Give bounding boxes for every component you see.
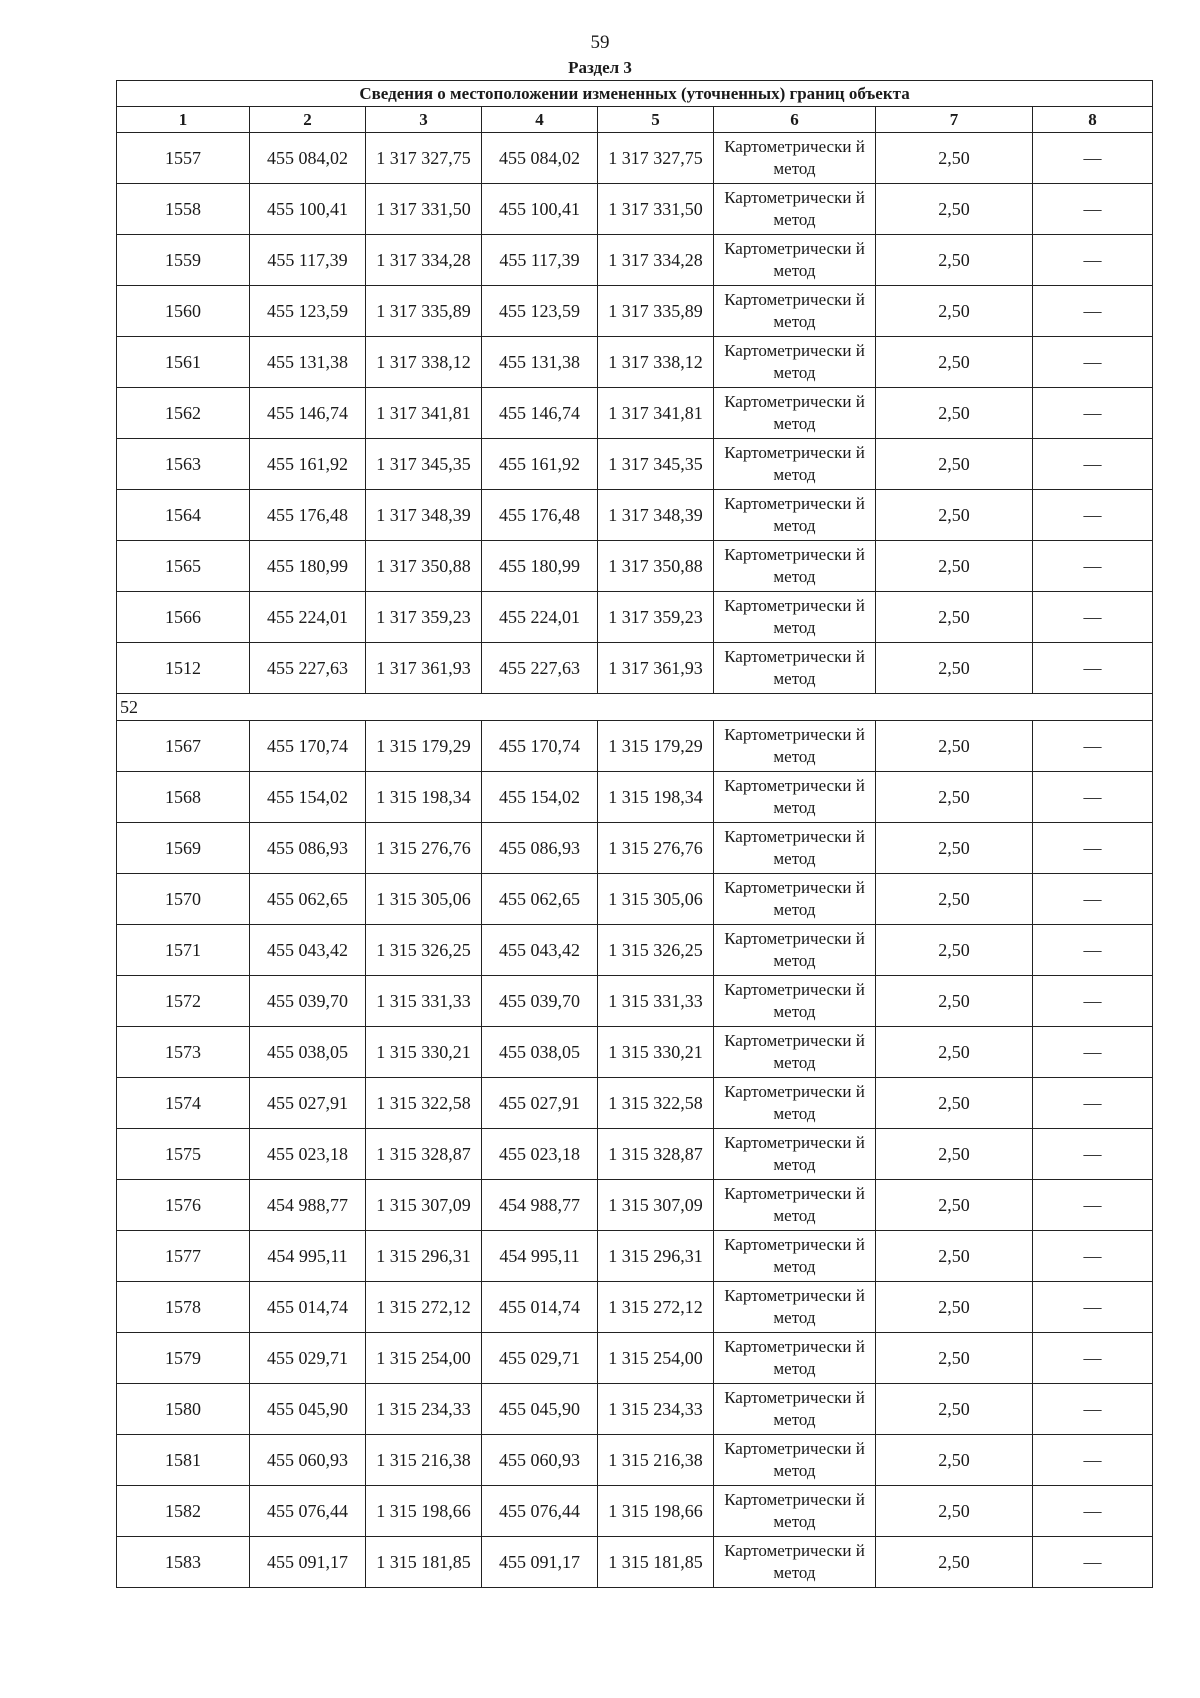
table-row bbox=[117, 337, 1153, 388]
y-new-cell: 1 315 328,87 bbox=[598, 1129, 714, 1180]
point-number-cell: 1571 bbox=[117, 925, 250, 976]
y-new-cell: 1 315 322,58 bbox=[598, 1078, 714, 1129]
remark-cell: — bbox=[1033, 925, 1153, 976]
y-old-cell: 1 315 179,29 bbox=[366, 721, 482, 772]
accuracy-cell: 2,50 bbox=[876, 1537, 1033, 1588]
y-old-cell: 1 315 198,34 bbox=[366, 772, 482, 823]
table-row bbox=[117, 1384, 1153, 1435]
x-new-cell: 455 014,74 bbox=[482, 1282, 598, 1333]
y-old-cell: 1 315 234,33 bbox=[366, 1384, 482, 1435]
x-old-cell: 455 027,91 bbox=[250, 1078, 366, 1129]
remark-cell: — bbox=[1033, 337, 1153, 388]
point-number-cell: 1563 bbox=[117, 439, 250, 490]
method-cell: Картометрически й метод bbox=[714, 184, 876, 235]
x-old-cell: 455 224,01 bbox=[250, 592, 366, 643]
point-number-cell: 1558 bbox=[117, 184, 250, 235]
remark-cell: — bbox=[1033, 439, 1153, 490]
column-number-6: 6 bbox=[714, 107, 876, 133]
y-new-cell: 1 317 361,93 bbox=[598, 643, 714, 694]
y-old-cell: 1 315 276,76 bbox=[366, 823, 482, 874]
method-cell: Картометрически й метод bbox=[714, 1333, 876, 1384]
accuracy-cell: 2,50 bbox=[876, 1486, 1033, 1537]
accuracy-cell: 2,50 bbox=[876, 286, 1033, 337]
remark-cell: — bbox=[1033, 490, 1153, 541]
table-row bbox=[117, 1537, 1153, 1588]
accuracy-cell: 2,50 bbox=[876, 721, 1033, 772]
x-old-cell: 455 023,18 bbox=[250, 1129, 366, 1180]
column-number-7: 7 bbox=[876, 107, 1033, 133]
table-row bbox=[117, 1486, 1153, 1537]
y-old-cell: 1 317 334,28 bbox=[366, 235, 482, 286]
point-number-cell: 1568 bbox=[117, 772, 250, 823]
y-new-cell: 1 315 179,29 bbox=[598, 721, 714, 772]
point-number-cell: 1577 bbox=[117, 1231, 250, 1282]
table-row bbox=[117, 1333, 1153, 1384]
method-cell: Картометрически й метод bbox=[714, 1129, 876, 1180]
x-new-cell: 455 038,05 bbox=[482, 1027, 598, 1078]
y-old-cell: 1 315 216,38 bbox=[366, 1435, 482, 1486]
x-old-cell: 455 045,90 bbox=[250, 1384, 366, 1435]
table-row bbox=[117, 1180, 1153, 1231]
x-new-cell: 455 045,90 bbox=[482, 1384, 598, 1435]
x-old-cell: 455 014,74 bbox=[250, 1282, 366, 1333]
group-row bbox=[117, 694, 1153, 721]
remark-cell: — bbox=[1033, 1282, 1153, 1333]
table-caption: Сведения о местоположении измененных (уточненных) границ объекта bbox=[117, 81, 1153, 107]
method-cell: Картометрически й метод bbox=[714, 1435, 876, 1486]
method-cell: Картометрически й метод bbox=[714, 1180, 876, 1231]
remark-cell: — bbox=[1033, 874, 1153, 925]
point-number-cell: 1574 bbox=[117, 1078, 250, 1129]
table-row bbox=[117, 1231, 1153, 1282]
x-new-cell: 455 060,93 bbox=[482, 1435, 598, 1486]
point-number-cell: 1557 bbox=[117, 133, 250, 184]
table-caption-row bbox=[117, 81, 1153, 107]
method-cell: Картометрически й метод bbox=[714, 337, 876, 388]
x-new-cell: 454 995,11 bbox=[482, 1231, 598, 1282]
column-number-row bbox=[117, 107, 1153, 133]
y-old-cell: 1 317 361,93 bbox=[366, 643, 482, 694]
accuracy-cell: 2,50 bbox=[876, 1027, 1033, 1078]
accuracy-cell: 2,50 bbox=[876, 1231, 1033, 1282]
remark-cell: — bbox=[1033, 1078, 1153, 1129]
remark-cell: — bbox=[1033, 1180, 1153, 1231]
method-cell: Картометрически й метод bbox=[714, 490, 876, 541]
point-number-cell: 1512 bbox=[117, 643, 250, 694]
method-cell: Картометрически й метод bbox=[714, 874, 876, 925]
table-row bbox=[117, 439, 1153, 490]
y-old-cell: 1 315 296,31 bbox=[366, 1231, 482, 1282]
y-old-cell: 1 317 345,35 bbox=[366, 439, 482, 490]
y-new-cell: 1 317 359,23 bbox=[598, 592, 714, 643]
x-new-cell: 455 084,02 bbox=[482, 133, 598, 184]
y-old-cell: 1 315 307,09 bbox=[366, 1180, 482, 1231]
column-number-5: 5 bbox=[598, 107, 714, 133]
y-new-cell: 1 315 307,09 bbox=[598, 1180, 714, 1231]
y-old-cell: 1 317 359,23 bbox=[366, 592, 482, 643]
y-new-cell: 1 315 198,66 bbox=[598, 1486, 714, 1537]
point-number-cell: 1583 bbox=[117, 1537, 250, 1588]
point-number-cell: 1576 bbox=[117, 1180, 250, 1231]
method-cell: Картометрически й метод bbox=[714, 541, 876, 592]
column-number-1: 1 bbox=[117, 107, 250, 133]
remark-cell: — bbox=[1033, 388, 1153, 439]
x-new-cell: 455 039,70 bbox=[482, 976, 598, 1027]
x-old-cell: 455 123,59 bbox=[250, 286, 366, 337]
accuracy-cell: 2,50 bbox=[876, 235, 1033, 286]
page-number: 59 bbox=[590, 32, 610, 53]
x-old-cell: 455 161,92 bbox=[250, 439, 366, 490]
method-cell: Картометрически й метод bbox=[714, 1078, 876, 1129]
table-row bbox=[117, 772, 1153, 823]
x-old-cell: 455 039,70 bbox=[250, 976, 366, 1027]
table-row bbox=[117, 643, 1153, 694]
table-row bbox=[117, 1282, 1153, 1333]
group-label: 52 bbox=[117, 694, 1153, 721]
x-new-cell: 455 117,39 bbox=[482, 235, 598, 286]
accuracy-cell: 2,50 bbox=[876, 874, 1033, 925]
y-new-cell: 1 315 331,33 bbox=[598, 976, 714, 1027]
accuracy-cell: 2,50 bbox=[876, 184, 1033, 235]
accuracy-cell: 2,50 bbox=[876, 1384, 1033, 1435]
table-row bbox=[117, 1027, 1153, 1078]
point-number-cell: 1560 bbox=[117, 286, 250, 337]
remark-cell: — bbox=[1033, 1537, 1153, 1588]
x-old-cell: 455 100,41 bbox=[250, 184, 366, 235]
table-row bbox=[117, 1435, 1153, 1486]
point-number-cell: 1566 bbox=[117, 592, 250, 643]
remark-cell: — bbox=[1033, 1435, 1153, 1486]
table-row bbox=[117, 976, 1153, 1027]
method-cell: Картометрически й метод bbox=[714, 133, 876, 184]
table-row bbox=[117, 874, 1153, 925]
table-row bbox=[117, 235, 1153, 286]
method-cell: Картометрически й метод bbox=[714, 772, 876, 823]
accuracy-cell: 2,50 bbox=[876, 592, 1033, 643]
remark-cell: — bbox=[1033, 1486, 1153, 1537]
method-cell: Картометрически й метод bbox=[714, 592, 876, 643]
method-cell: Картометрически й метод bbox=[714, 1231, 876, 1282]
method-cell: Картометрически й метод bbox=[714, 1027, 876, 1078]
x-old-cell: 455 091,17 bbox=[250, 1537, 366, 1588]
section-title: Раздел 3 bbox=[568, 58, 632, 77]
y-new-cell: 1 315 181,85 bbox=[598, 1537, 714, 1588]
remark-cell: — bbox=[1033, 721, 1153, 772]
x-new-cell: 455 123,59 bbox=[482, 286, 598, 337]
accuracy-cell: 2,50 bbox=[876, 439, 1033, 490]
x-new-cell: 455 154,02 bbox=[482, 772, 598, 823]
y-old-cell: 1 317 338,12 bbox=[366, 337, 482, 388]
accuracy-cell: 2,50 bbox=[876, 1180, 1033, 1231]
y-new-cell: 1 315 305,06 bbox=[598, 874, 714, 925]
y-new-cell: 1 315 296,31 bbox=[598, 1231, 714, 1282]
x-old-cell: 455 029,71 bbox=[250, 1333, 366, 1384]
table-row bbox=[117, 184, 1153, 235]
x-new-cell: 455 029,71 bbox=[482, 1333, 598, 1384]
point-number-cell: 1573 bbox=[117, 1027, 250, 1078]
y-old-cell: 1 315 331,33 bbox=[366, 976, 482, 1027]
x-old-cell: 455 117,39 bbox=[250, 235, 366, 286]
x-new-cell: 455 043,42 bbox=[482, 925, 598, 976]
y-new-cell: 1 315 326,25 bbox=[598, 925, 714, 976]
method-cell: Картометрически й метод bbox=[714, 823, 876, 874]
point-number-cell: 1564 bbox=[117, 490, 250, 541]
x-old-cell: 455 084,02 bbox=[250, 133, 366, 184]
accuracy-cell: 2,50 bbox=[876, 823, 1033, 874]
accuracy-cell: 2,50 bbox=[876, 925, 1033, 976]
accuracy-cell: 2,50 bbox=[876, 541, 1033, 592]
point-number-cell: 1569 bbox=[117, 823, 250, 874]
x-old-cell: 455 086,93 bbox=[250, 823, 366, 874]
y-old-cell: 1 317 348,39 bbox=[366, 490, 482, 541]
point-number-cell: 1562 bbox=[117, 388, 250, 439]
x-new-cell: 455 027,91 bbox=[482, 1078, 598, 1129]
table-row bbox=[117, 592, 1153, 643]
x-old-cell: 455 154,02 bbox=[250, 772, 366, 823]
y-new-cell: 1 315 234,33 bbox=[598, 1384, 714, 1435]
x-old-cell: 455 131,38 bbox=[250, 337, 366, 388]
x-new-cell: 455 170,74 bbox=[482, 721, 598, 772]
accuracy-cell: 2,50 bbox=[876, 133, 1033, 184]
table-row bbox=[117, 1129, 1153, 1180]
y-new-cell: 1 315 272,12 bbox=[598, 1282, 714, 1333]
x-old-cell: 455 043,42 bbox=[250, 925, 366, 976]
remark-cell: — bbox=[1033, 1333, 1153, 1384]
point-number-cell: 1567 bbox=[117, 721, 250, 772]
point-number-cell: 1570 bbox=[117, 874, 250, 925]
method-cell: Картометрически й метод bbox=[714, 976, 876, 1027]
point-number-cell: 1565 bbox=[117, 541, 250, 592]
remark-cell: — bbox=[1033, 1384, 1153, 1435]
y-old-cell: 1 315 181,85 bbox=[366, 1537, 482, 1588]
x-new-cell: 455 227,63 bbox=[482, 643, 598, 694]
x-new-cell: 455 091,17 bbox=[482, 1537, 598, 1588]
y-new-cell: 1 317 335,89 bbox=[598, 286, 714, 337]
method-cell: Картометрически й метод bbox=[714, 643, 876, 694]
accuracy-cell: 2,50 bbox=[876, 772, 1033, 823]
y-new-cell: 1 315 216,38 bbox=[598, 1435, 714, 1486]
y-old-cell: 1 315 305,06 bbox=[366, 874, 482, 925]
accuracy-cell: 2,50 bbox=[876, 490, 1033, 541]
accuracy-cell: 2,50 bbox=[876, 1435, 1033, 1486]
x-old-cell: 455 180,99 bbox=[250, 541, 366, 592]
y-old-cell: 1 315 326,25 bbox=[366, 925, 482, 976]
y-new-cell: 1 315 254,00 bbox=[598, 1333, 714, 1384]
x-new-cell: 454 988,77 bbox=[482, 1180, 598, 1231]
x-new-cell: 455 146,74 bbox=[482, 388, 598, 439]
column-number-2: 2 bbox=[250, 107, 366, 133]
x-new-cell: 455 076,44 bbox=[482, 1486, 598, 1537]
accuracy-cell: 2,50 bbox=[876, 976, 1033, 1027]
method-cell: Картометрически й метод bbox=[714, 235, 876, 286]
x-old-cell: 455 076,44 bbox=[250, 1486, 366, 1537]
y-new-cell: 1 317 348,39 bbox=[598, 490, 714, 541]
y-new-cell: 1 317 327,75 bbox=[598, 133, 714, 184]
x-new-cell: 455 062,65 bbox=[482, 874, 598, 925]
x-old-cell: 455 038,05 bbox=[250, 1027, 366, 1078]
remark-cell: — bbox=[1033, 541, 1153, 592]
x-old-cell: 455 062,65 bbox=[250, 874, 366, 925]
method-cell: Картометрически й метод bbox=[714, 1282, 876, 1333]
x-new-cell: 455 161,92 bbox=[482, 439, 598, 490]
table-row bbox=[117, 286, 1153, 337]
table-row bbox=[117, 490, 1153, 541]
method-cell: Картометрически й метод bbox=[714, 286, 876, 337]
y-new-cell: 1 317 334,28 bbox=[598, 235, 714, 286]
y-old-cell: 1 317 341,81 bbox=[366, 388, 482, 439]
point-number-cell: 1578 bbox=[117, 1282, 250, 1333]
y-new-cell: 1 315 330,21 bbox=[598, 1027, 714, 1078]
x-new-cell: 455 023,18 bbox=[482, 1129, 598, 1180]
remark-cell: — bbox=[1033, 643, 1153, 694]
y-new-cell: 1 317 338,12 bbox=[598, 337, 714, 388]
y-old-cell: 1 315 328,87 bbox=[366, 1129, 482, 1180]
column-number-4: 4 bbox=[482, 107, 598, 133]
y-old-cell: 1 315 272,12 bbox=[366, 1282, 482, 1333]
y-new-cell: 1 317 350,88 bbox=[598, 541, 714, 592]
x-new-cell: 455 100,41 bbox=[482, 184, 598, 235]
y-new-cell: 1 317 345,35 bbox=[598, 439, 714, 490]
table-row bbox=[117, 133, 1153, 184]
method-cell: Картометрически й метод bbox=[714, 1486, 876, 1537]
x-old-cell: 455 227,63 bbox=[250, 643, 366, 694]
remark-cell: — bbox=[1033, 772, 1153, 823]
y-new-cell: 1 315 276,76 bbox=[598, 823, 714, 874]
column-number-3: 3 bbox=[366, 107, 482, 133]
accuracy-cell: 2,50 bbox=[876, 1129, 1033, 1180]
remark-cell: — bbox=[1033, 184, 1153, 235]
y-new-cell: 1 317 331,50 bbox=[598, 184, 714, 235]
x-new-cell: 455 224,01 bbox=[482, 592, 598, 643]
method-cell: Картометрически й метод bbox=[714, 1537, 876, 1588]
accuracy-cell: 2,50 bbox=[876, 643, 1033, 694]
remark-cell: — bbox=[1033, 592, 1153, 643]
x-new-cell: 455 131,38 bbox=[482, 337, 598, 388]
y-old-cell: 1 317 327,75 bbox=[366, 133, 482, 184]
point-number-cell: 1582 bbox=[117, 1486, 250, 1537]
y-old-cell: 1 317 350,88 bbox=[366, 541, 482, 592]
remark-cell: — bbox=[1033, 286, 1153, 337]
column-number-8: 8 bbox=[1033, 107, 1153, 133]
remark-cell: — bbox=[1033, 133, 1153, 184]
method-cell: Картометрически й метод bbox=[714, 439, 876, 490]
y-old-cell: 1 315 322,58 bbox=[366, 1078, 482, 1129]
x-new-cell: 455 176,48 bbox=[482, 490, 598, 541]
x-old-cell: 455 170,74 bbox=[250, 721, 366, 772]
y-old-cell: 1 315 330,21 bbox=[366, 1027, 482, 1078]
y-old-cell: 1 317 335,89 bbox=[366, 286, 482, 337]
x-new-cell: 455 086,93 bbox=[482, 823, 598, 874]
remark-cell: — bbox=[1033, 1231, 1153, 1282]
table-row bbox=[117, 823, 1153, 874]
x-new-cell: 455 180,99 bbox=[482, 541, 598, 592]
table-row bbox=[117, 388, 1153, 439]
y-new-cell: 1 315 198,34 bbox=[598, 772, 714, 823]
boundary-coordinates-table bbox=[116, 80, 1153, 1588]
x-old-cell: 454 988,77 bbox=[250, 1180, 366, 1231]
accuracy-cell: 2,50 bbox=[876, 337, 1033, 388]
point-number-cell: 1579 bbox=[117, 1333, 250, 1384]
y-old-cell: 1 315 198,66 bbox=[366, 1486, 482, 1537]
x-old-cell: 454 995,11 bbox=[250, 1231, 366, 1282]
point-number-cell: 1572 bbox=[117, 976, 250, 1027]
accuracy-cell: 2,50 bbox=[876, 388, 1033, 439]
table-row bbox=[117, 1078, 1153, 1129]
point-number-cell: 1580 bbox=[117, 1384, 250, 1435]
x-old-cell: 455 146,74 bbox=[250, 388, 366, 439]
table-row bbox=[117, 925, 1153, 976]
point-number-cell: 1581 bbox=[117, 1435, 250, 1486]
y-new-cell: 1 317 341,81 bbox=[598, 388, 714, 439]
point-number-cell: 1575 bbox=[117, 1129, 250, 1180]
accuracy-cell: 2,50 bbox=[876, 1282, 1033, 1333]
remark-cell: — bbox=[1033, 1027, 1153, 1078]
remark-cell: — bbox=[1033, 1129, 1153, 1180]
method-cell: Картометрически й метод bbox=[714, 1384, 876, 1435]
y-old-cell: 1 317 331,50 bbox=[366, 184, 482, 235]
x-old-cell: 455 176,48 bbox=[250, 490, 366, 541]
accuracy-cell: 2,50 bbox=[876, 1078, 1033, 1129]
remark-cell: — bbox=[1033, 976, 1153, 1027]
method-cell: Картометрически й метод bbox=[714, 721, 876, 772]
point-number-cell: 1561 bbox=[117, 337, 250, 388]
table-row bbox=[117, 721, 1153, 772]
y-old-cell: 1 315 254,00 bbox=[366, 1333, 482, 1384]
x-old-cell: 455 060,93 bbox=[250, 1435, 366, 1486]
accuracy-cell: 2,50 bbox=[876, 1333, 1033, 1384]
method-cell: Картометрически й метод bbox=[714, 388, 876, 439]
table-row bbox=[117, 541, 1153, 592]
remark-cell: — bbox=[1033, 235, 1153, 286]
point-number-cell: 1559 bbox=[117, 235, 250, 286]
method-cell: Картометрически й метод bbox=[714, 925, 876, 976]
remark-cell: — bbox=[1033, 823, 1153, 874]
